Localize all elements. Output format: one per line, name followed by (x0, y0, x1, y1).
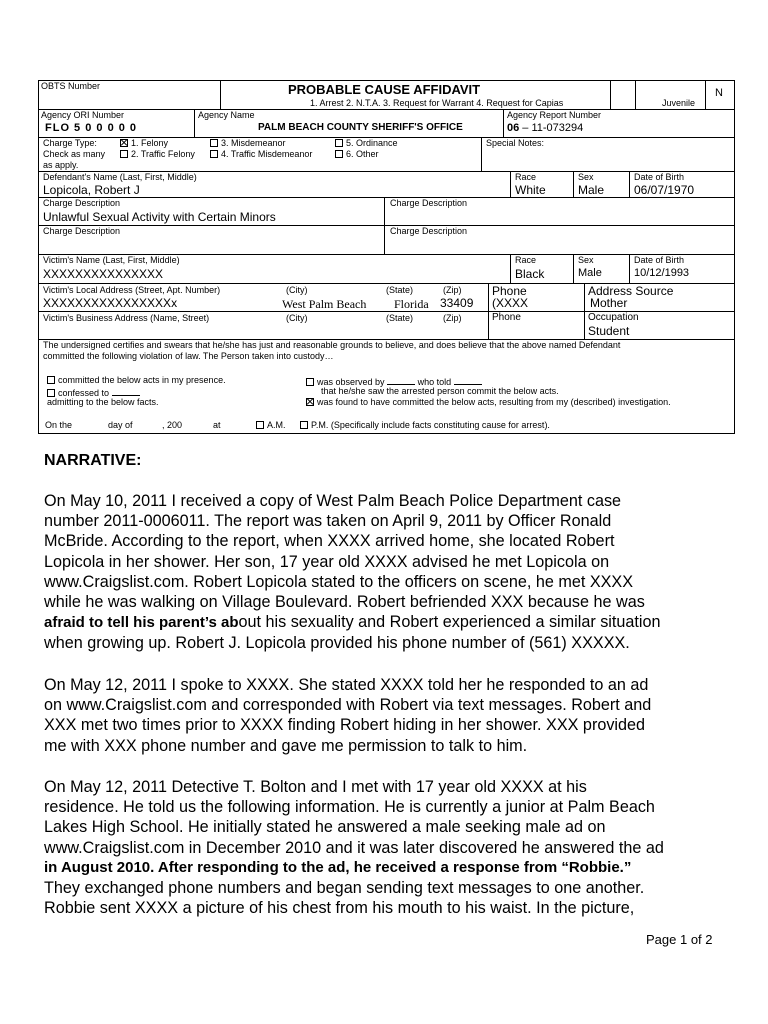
narrative-heading: NARRATIVE: (44, 452, 142, 469)
occupation-label: Occupation (588, 312, 639, 323)
observed-continuation: that he/she saw the arrested person commit the below acts. (321, 386, 559, 396)
other-checkbox (335, 150, 343, 158)
on-the-label: On the (45, 420, 73, 430)
found-option (306, 398, 671, 407)
admitting-label: admitting to the below facts. (47, 397, 159, 407)
certify-line-1: The undersigned certifies and swears that he/she has just and reasonable grounds to believe, and does believe that the above named Defendant (43, 340, 621, 350)
observed-checkbox (306, 378, 314, 386)
blank-line (112, 387, 140, 396)
charge-desc-label-2: Charge Description (390, 198, 468, 208)
ori-value: FLO 5 0 0 0 0 0 (45, 122, 138, 134)
victim-sex-label: Sex (578, 255, 594, 265)
state-label: (State) (386, 285, 414, 295)
certify-line-2: committed the following violation of law. The Person taken into custody… (43, 351, 334, 361)
rule (635, 80, 636, 109)
victim-name-label: Victim's Name (Last, First, Middle) (43, 255, 180, 265)
confessed-label: confessed to (58, 388, 110, 398)
charge-desc-label-3: Charge Description (43, 226, 121, 236)
ordinance-option (335, 139, 398, 148)
found-label: was found to have committed the below acts, resulting from my (described) investigation. (317, 397, 671, 407)
rule (220, 80, 221, 109)
state-label-2: (State) (386, 313, 414, 323)
narrative-paragraph-3 (44, 777, 734, 918)
victim-race: Black (515, 267, 545, 281)
victim-local-address-label: Victim's Local Address (Street, Apt. Number) (43, 285, 221, 295)
rule (38, 225, 735, 226)
ori-label: Agency ORI Number (41, 110, 125, 120)
ordinance-label: 5. Ordinance (346, 138, 398, 148)
defendant-dob: 06/07/1970 (634, 183, 695, 197)
misdemeanor-checkbox (210, 139, 218, 147)
defendant-name-label: Defendant's Name (Last, First, Middle) (43, 172, 197, 182)
traffic-felony-checkbox (120, 150, 128, 158)
rule (610, 80, 735, 81)
report-number-label: Agency Report Number (507, 110, 602, 120)
found-checkbox (306, 398, 314, 406)
narrative-line: McBride. According to the report, when XXXX arrived home, she located Robert (44, 532, 615, 551)
zip-label: (Zip) (443, 285, 462, 295)
misdemeanor-option (210, 139, 286, 148)
city-label-2: (City) (286, 313, 308, 323)
phone-label-2: Phone (492, 312, 521, 323)
affidavit-form (38, 80, 735, 434)
committed-option (47, 376, 226, 385)
narrative-line: Robbie sent XXXX a picture of his chest from his mouth to his waist. In the picture, (44, 899, 635, 918)
rule (610, 80, 611, 109)
at-label: at (213, 420, 221, 430)
victim-dob: 10/12/1993 (634, 267, 690, 279)
rule (573, 171, 574, 197)
defendant-sex: Male (578, 183, 605, 197)
narrative-line: on www.Craigslist.com and corresponded with Robert via text messages. Robert and (44, 696, 652, 715)
who-told-label: who told (417, 377, 452, 387)
form-title: PROBABLE CAUSE AFFIDAVIT (288, 82, 481, 97)
narrative-line: On May 12, 2011 Detective T. Bolton and I met with 17 year old XXXX at his (44, 778, 587, 796)
victim-race-label: Race (515, 255, 537, 265)
victim-zip: 33409 (440, 296, 474, 310)
rule (481, 137, 482, 171)
traffic-misdemeanor-option (210, 150, 312, 159)
rule (510, 171, 511, 197)
narrative-line: On May 12, 2011 I spoke to XXXX. She stated XXXX told her he responded to an ad (44, 676, 649, 694)
narrative-bold-line: in August 2010. After responding to the ad, he received a response from “Robbie.” (44, 858, 632, 876)
narrative-run: out his sexuality and Robert experienced a similar situation (238, 613, 661, 632)
victim-phone: (XXXX (492, 296, 529, 310)
as-apply: as apply. (43, 160, 79, 170)
defendant-name-value: Lopicola, Robert J (43, 183, 140, 197)
pm-option (300, 421, 550, 430)
other-option (335, 150, 379, 159)
observed-label: was observed by (317, 377, 385, 387)
victim-city: West Palm Beach (282, 297, 367, 311)
traffic-felony-label: 2. Traffic Felony (131, 149, 195, 159)
rule (573, 254, 574, 283)
check-as-many: Check as many (43, 149, 106, 159)
victim-sex: Male (578, 267, 602, 279)
narrative-line: www.Craigslist.com. Robert Lopicola stated to the officers on scene, he met XXXX (44, 572, 634, 591)
rule (734, 80, 735, 434)
narrative-bold-run: afraid to tell his parent’s ab (44, 614, 239, 632)
rule (38, 80, 39, 434)
narrative-line (44, 612, 734, 633)
juvenile-value: N (715, 87, 723, 99)
narrative-line: when growing up. Robert J. Lopicola provided his phone number of (561) XXXXX. (44, 634, 630, 653)
juvenile-label: Juvenile (662, 98, 696, 108)
narrative-line: XXX met two times prior to XXXX finding Robert hiding in her shower. XXX provided (44, 716, 646, 735)
report-prefix: 06 (507, 122, 520, 134)
obts-label: OBTS Number (41, 81, 101, 91)
rule (503, 109, 504, 137)
special-notes-label: Special Notes: (486, 138, 545, 148)
charge-desc-label-4: Charge Description (390, 226, 468, 236)
felony-label: 1. Felony (131, 138, 169, 148)
narrative-line: Lopicola in her shower. Her son, 17 year old XXXX advised he met Lopicola on (44, 552, 610, 571)
form-subtitle: 1. Arrest 2. N.T.A. 3. Request for Warrant 4. Request for Capias (310, 98, 564, 108)
charge-desc-value-1: Unlawful Sexual Activity with Certain Minors (43, 210, 276, 224)
victim-business-label: Victim's Business Address (Name, Street) (43, 313, 210, 323)
sex-label: Sex (578, 172, 594, 182)
felony-option (120, 139, 168, 148)
rule (38, 433, 735, 434)
narrative-line: while he was walking on Village Boulevard. Robert befriended XXX because he was (44, 593, 645, 612)
am-option (256, 421, 286, 430)
race-label: Race (515, 172, 537, 182)
blank-line (387, 376, 415, 385)
rule (38, 197, 735, 198)
narrative-line: www.Craigslist.com in December 2010 and it was later discovered he answered the ad (44, 838, 664, 857)
occupation-value: Student (588, 324, 630, 338)
address-source-value: Mother (590, 296, 628, 310)
narrative-line: On May 10, 2011 I received a copy of West Palm Beach Police Department case (44, 492, 622, 510)
narrative-line: me with XXX phone number and gave me permission to talk to him. (44, 736, 528, 755)
blank-line (454, 376, 482, 385)
rule (38, 109, 735, 110)
address-source-label: Address Source (588, 284, 674, 298)
defendant-race: White (515, 183, 546, 197)
victim-local-address-value: XXXXXXXXXXXXXXXXx (43, 296, 178, 310)
other-label: 6. Other (346, 149, 379, 159)
charge-desc-label-1: Charge Description (43, 198, 121, 208)
page-number: Page 1 of 2 (646, 932, 713, 947)
charge-type-label: Charge Type: (43, 138, 97, 148)
traffic-felony-option (120, 150, 195, 159)
victim-name-value: XXXXXXXXXXXXXXX (43, 267, 164, 281)
rule (510, 254, 511, 283)
narrative-paragraph-1 (44, 491, 734, 654)
agency-name-label: Agency Name (198, 110, 255, 120)
narrative-line: number 2011-0006011. The report was taken on April 9, 2011 by Officer Ronald (44, 512, 612, 531)
victim-state: Florida (394, 297, 429, 311)
dob-label: Date of Birth (634, 172, 685, 182)
traffic-misdemeanor-label: 4. Traffic Misdemeanor (221, 149, 313, 159)
day-of-label: day of (108, 420, 133, 430)
narrative-paragraph-2 (44, 675, 734, 756)
rule (705, 80, 706, 109)
zip-label-2: (Zip) (443, 313, 462, 323)
narrative-line: Lakes High School. He initially stated he answered a male seeking male ad on (44, 818, 606, 837)
ordinance-checkbox (335, 139, 343, 147)
pm-checkbox (300, 421, 308, 429)
am-checkbox (256, 421, 264, 429)
report-number-value (507, 123, 583, 134)
narrative-line: They exchanged phone numbers and began sending text messages to one another. (44, 879, 645, 898)
agency-name-value: PALM BEACH COUNTY SHERIFF'S OFFICE (258, 122, 463, 133)
rule (629, 171, 630, 197)
felony-checkbox (120, 139, 128, 147)
rule (38, 80, 610, 81)
rule (194, 109, 195, 137)
traffic-misdemeanor-checkbox (210, 150, 218, 158)
narrative-line: residence. He told us the following information. He is currently a junior at Palm Beach (44, 798, 655, 817)
phone-label: Phone (492, 284, 527, 298)
confessed-checkbox (47, 389, 55, 397)
city-label: (City) (286, 285, 308, 295)
committed-label: committed the below acts in my presence. (58, 375, 226, 385)
pm-label: P.M. (Specifically include facts constituting cause for arrest). (311, 420, 550, 430)
report-suffix: – 11-073294 (519, 122, 584, 134)
committed-checkbox (47, 376, 55, 384)
misdemeanor-label: 3. Misdemeanor (221, 138, 286, 148)
victim-dob-label: Date of Birth (634, 255, 685, 265)
rule (629, 254, 630, 283)
year-label: , 200 (162, 420, 183, 430)
am-label: A.M. (267, 420, 286, 430)
